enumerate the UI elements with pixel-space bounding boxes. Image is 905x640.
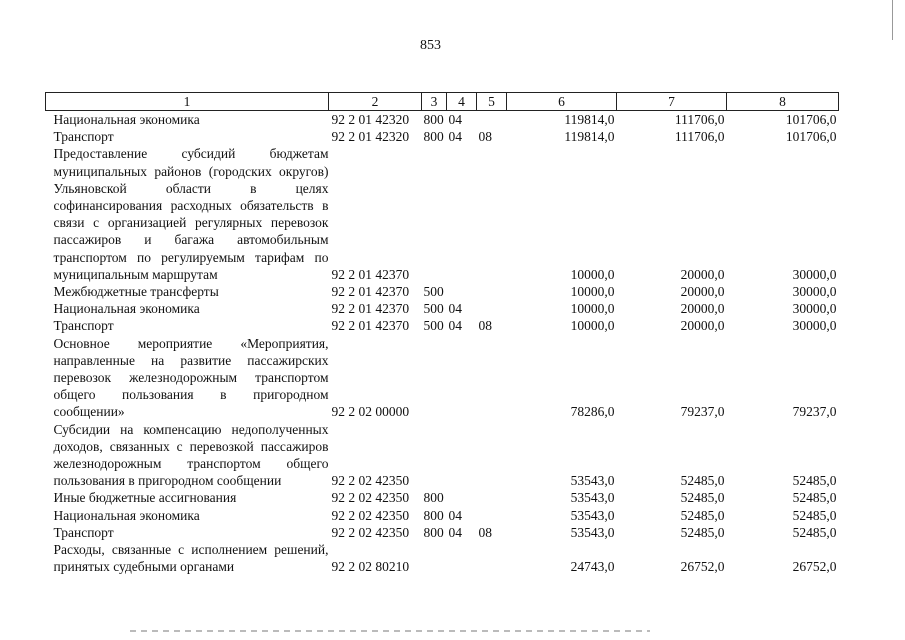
- row-col-4: 04: [448, 301, 462, 317]
- row-code: 92 2 01 42370: [331, 318, 410, 334]
- row-value-7: 52485,0: [680, 473, 725, 489]
- table-header: [46, 93, 839, 111]
- row-col-4: [447, 489, 477, 506]
- row-value-7: 52485,0: [680, 507, 725, 523]
- row-value-8: 101706,0: [785, 129, 837, 145]
- row-col-3: 800: [423, 507, 444, 523]
- row-value-8: 30000,0: [792, 301, 837, 317]
- row-col-5: [477, 300, 507, 317]
- row-value-6: 119814,0: [564, 129, 615, 145]
- row-code: 92 2 02 42350: [331, 490, 410, 506]
- row-value-7: 20000,0: [680, 318, 725, 334]
- row-col-3: 800: [423, 490, 444, 506]
- row-col-5: [477, 145, 507, 283]
- row-col-5: [477, 111, 507, 129]
- header-col-7: 7: [617, 93, 727, 111]
- scan-noise: [130, 630, 650, 632]
- row-name: Национальная экономика: [53, 301, 200, 317]
- row-col-3: 500: [423, 284, 444, 300]
- row-col-5: 08: [478, 129, 492, 145]
- row-name: Национальная экономика: [53, 112, 200, 127]
- table-row: [46, 524, 839, 541]
- budget-table: [45, 92, 839, 575]
- row-col-5: [477, 541, 507, 575]
- row-col-5: [477, 507, 507, 524]
- row-value-8: 52485,0: [792, 524, 837, 540]
- row-col-4: 04: [448, 112, 462, 127]
- row-value-7: 111706,0: [674, 112, 725, 127]
- row-value-8: 30000,0: [792, 266, 837, 282]
- row-code: 92 2 01 42320: [331, 129, 410, 145]
- row-code: 92 2 01 42370: [331, 301, 410, 317]
- row-name: Расходы, связанные с исполнением решений, принятых судебными органами: [53, 542, 329, 575]
- row-value-6: 53543,0: [570, 473, 615, 489]
- header-col-5: 5: [477, 93, 507, 111]
- row-col-3: 800: [423, 129, 444, 145]
- table-row: [46, 541, 839, 575]
- table-row: [46, 283, 839, 300]
- row-value-7: 20000,0: [680, 266, 725, 282]
- row-value-8: 52485,0: [792, 507, 837, 523]
- header-col-8: 8: [727, 93, 839, 111]
- row-col-3: [422, 145, 447, 283]
- table-row: [46, 300, 839, 317]
- row-col-4: [447, 335, 477, 421]
- header-col-1: 1: [46, 93, 329, 111]
- table-row: [46, 335, 839, 421]
- row-col-4: [447, 421, 477, 490]
- table-row: [46, 489, 839, 506]
- scan-edge-mark: [892, 0, 893, 40]
- row-code: 92 2 01 42320: [331, 112, 410, 127]
- header-col-2: 2: [329, 93, 422, 111]
- row-name: Транспорт: [53, 318, 114, 334]
- row-value-8: 26752,0: [792, 559, 837, 575]
- row-value-8: 30000,0: [792, 284, 837, 300]
- row-value-7: 52485,0: [680, 490, 725, 506]
- row-value-7: 111706,0: [674, 129, 725, 145]
- row-name: Основное мероприятие «Мероприятия, направленные на развитие пассажирских перевозок железнодорожным транспортом общего пользования в пригородном сообщении»: [53, 335, 329, 420]
- row-value-8: 52485,0: [792, 490, 837, 506]
- row-code: 92 2 02 42350: [331, 507, 410, 523]
- table-body: [46, 111, 839, 576]
- row-value-8: 30000,0: [792, 318, 837, 334]
- row-value-6: 10000,0: [570, 284, 615, 300]
- page-number: 853: [420, 38, 441, 53]
- table-row: [46, 128, 839, 145]
- row-code: 92 2 01 42370: [331, 284, 410, 300]
- header-col-3: 3: [422, 93, 447, 111]
- row-col-3: [422, 541, 447, 575]
- row-value-6: 10000,0: [570, 301, 615, 317]
- row-name: Транспорт: [53, 524, 114, 540]
- row-col-4: [447, 145, 477, 283]
- row-value-8: 79237,0: [792, 404, 837, 420]
- row-value-6: 53543,0: [570, 524, 615, 540]
- row-col-3: 500: [423, 318, 444, 334]
- row-col-3: 800: [423, 524, 444, 540]
- table-row: [46, 421, 839, 490]
- row-col-3: 800: [423, 112, 444, 127]
- table-row: [46, 317, 839, 334]
- table-row: [46, 507, 839, 524]
- row-col-4: [447, 541, 477, 575]
- row-code: 92 2 02 42350: [331, 473, 410, 489]
- row-value-8: 52485,0: [792, 473, 837, 489]
- row-value-7: 52485,0: [680, 524, 725, 540]
- row-name: Межбюджетные трансферты: [53, 284, 219, 300]
- row-code: 92 2 02 00000: [331, 404, 410, 420]
- row-value-6: 24743,0: [570, 559, 615, 575]
- row-value-6: 119814,0: [564, 112, 615, 127]
- row-col-4: 04: [448, 507, 462, 523]
- row-col-4: 04: [448, 524, 462, 540]
- row-value-8: 101706,0: [785, 112, 837, 127]
- row-col-4: [447, 283, 477, 300]
- row-value-7: 20000,0: [680, 284, 725, 300]
- header-col-6: 6: [507, 93, 617, 111]
- row-col-4: 04: [448, 318, 462, 334]
- row-value-6: 78286,0: [570, 404, 615, 420]
- row-col-5: [477, 335, 507, 421]
- row-name: Субсидии на компенсацию недополученных доходов, связанных с перевозкой пассажиров железнодорожным транспортом общего пользования в пригородном сообщении: [53, 421, 329, 489]
- row-value-6: 53543,0: [570, 490, 615, 506]
- row-col-5: [477, 283, 507, 300]
- row-code: 92 2 02 80210: [331, 559, 410, 575]
- row-name: Транспорт: [53, 129, 114, 145]
- row-col-5: [477, 489, 507, 506]
- row-value-7: 26752,0: [680, 559, 725, 575]
- header-row: [46, 93, 839, 111]
- row-value-7: 20000,0: [680, 301, 725, 317]
- row-value-7: 79237,0: [680, 404, 725, 420]
- row-name: Предоставление субсидий бюджетам муниципальных районов (городских округов) Ульяновской области в целях софинансирования расходных обязательств в связи с организацией регулярных перевозок пассажиров и багажа автомобильным транспортом по регулируемым тарифам по муниципальным маршрутам: [53, 146, 329, 282]
- row-name: Иные бюджетные ассигнования: [53, 490, 237, 506]
- row-col-4: 04: [448, 129, 462, 145]
- row-col-3: 500: [423, 301, 444, 317]
- table-row: [46, 111, 839, 129]
- header-col-4: 4: [447, 93, 477, 111]
- row-col-3: [422, 335, 447, 421]
- row-col-5: 08: [478, 524, 492, 540]
- row-col-5: 08: [478, 318, 492, 334]
- row-name: Национальная экономика: [53, 507, 200, 523]
- row-col-5: [477, 421, 507, 490]
- row-code: 92 2 01 42370: [331, 266, 410, 282]
- row-col-3: [422, 421, 447, 490]
- row-value-6: 53543,0: [570, 507, 615, 523]
- table-row: [46, 145, 839, 283]
- row-value-6: 10000,0: [570, 318, 615, 334]
- row-code: 92 2 02 42350: [331, 524, 410, 540]
- row-value-6: 10000,0: [570, 266, 615, 282]
